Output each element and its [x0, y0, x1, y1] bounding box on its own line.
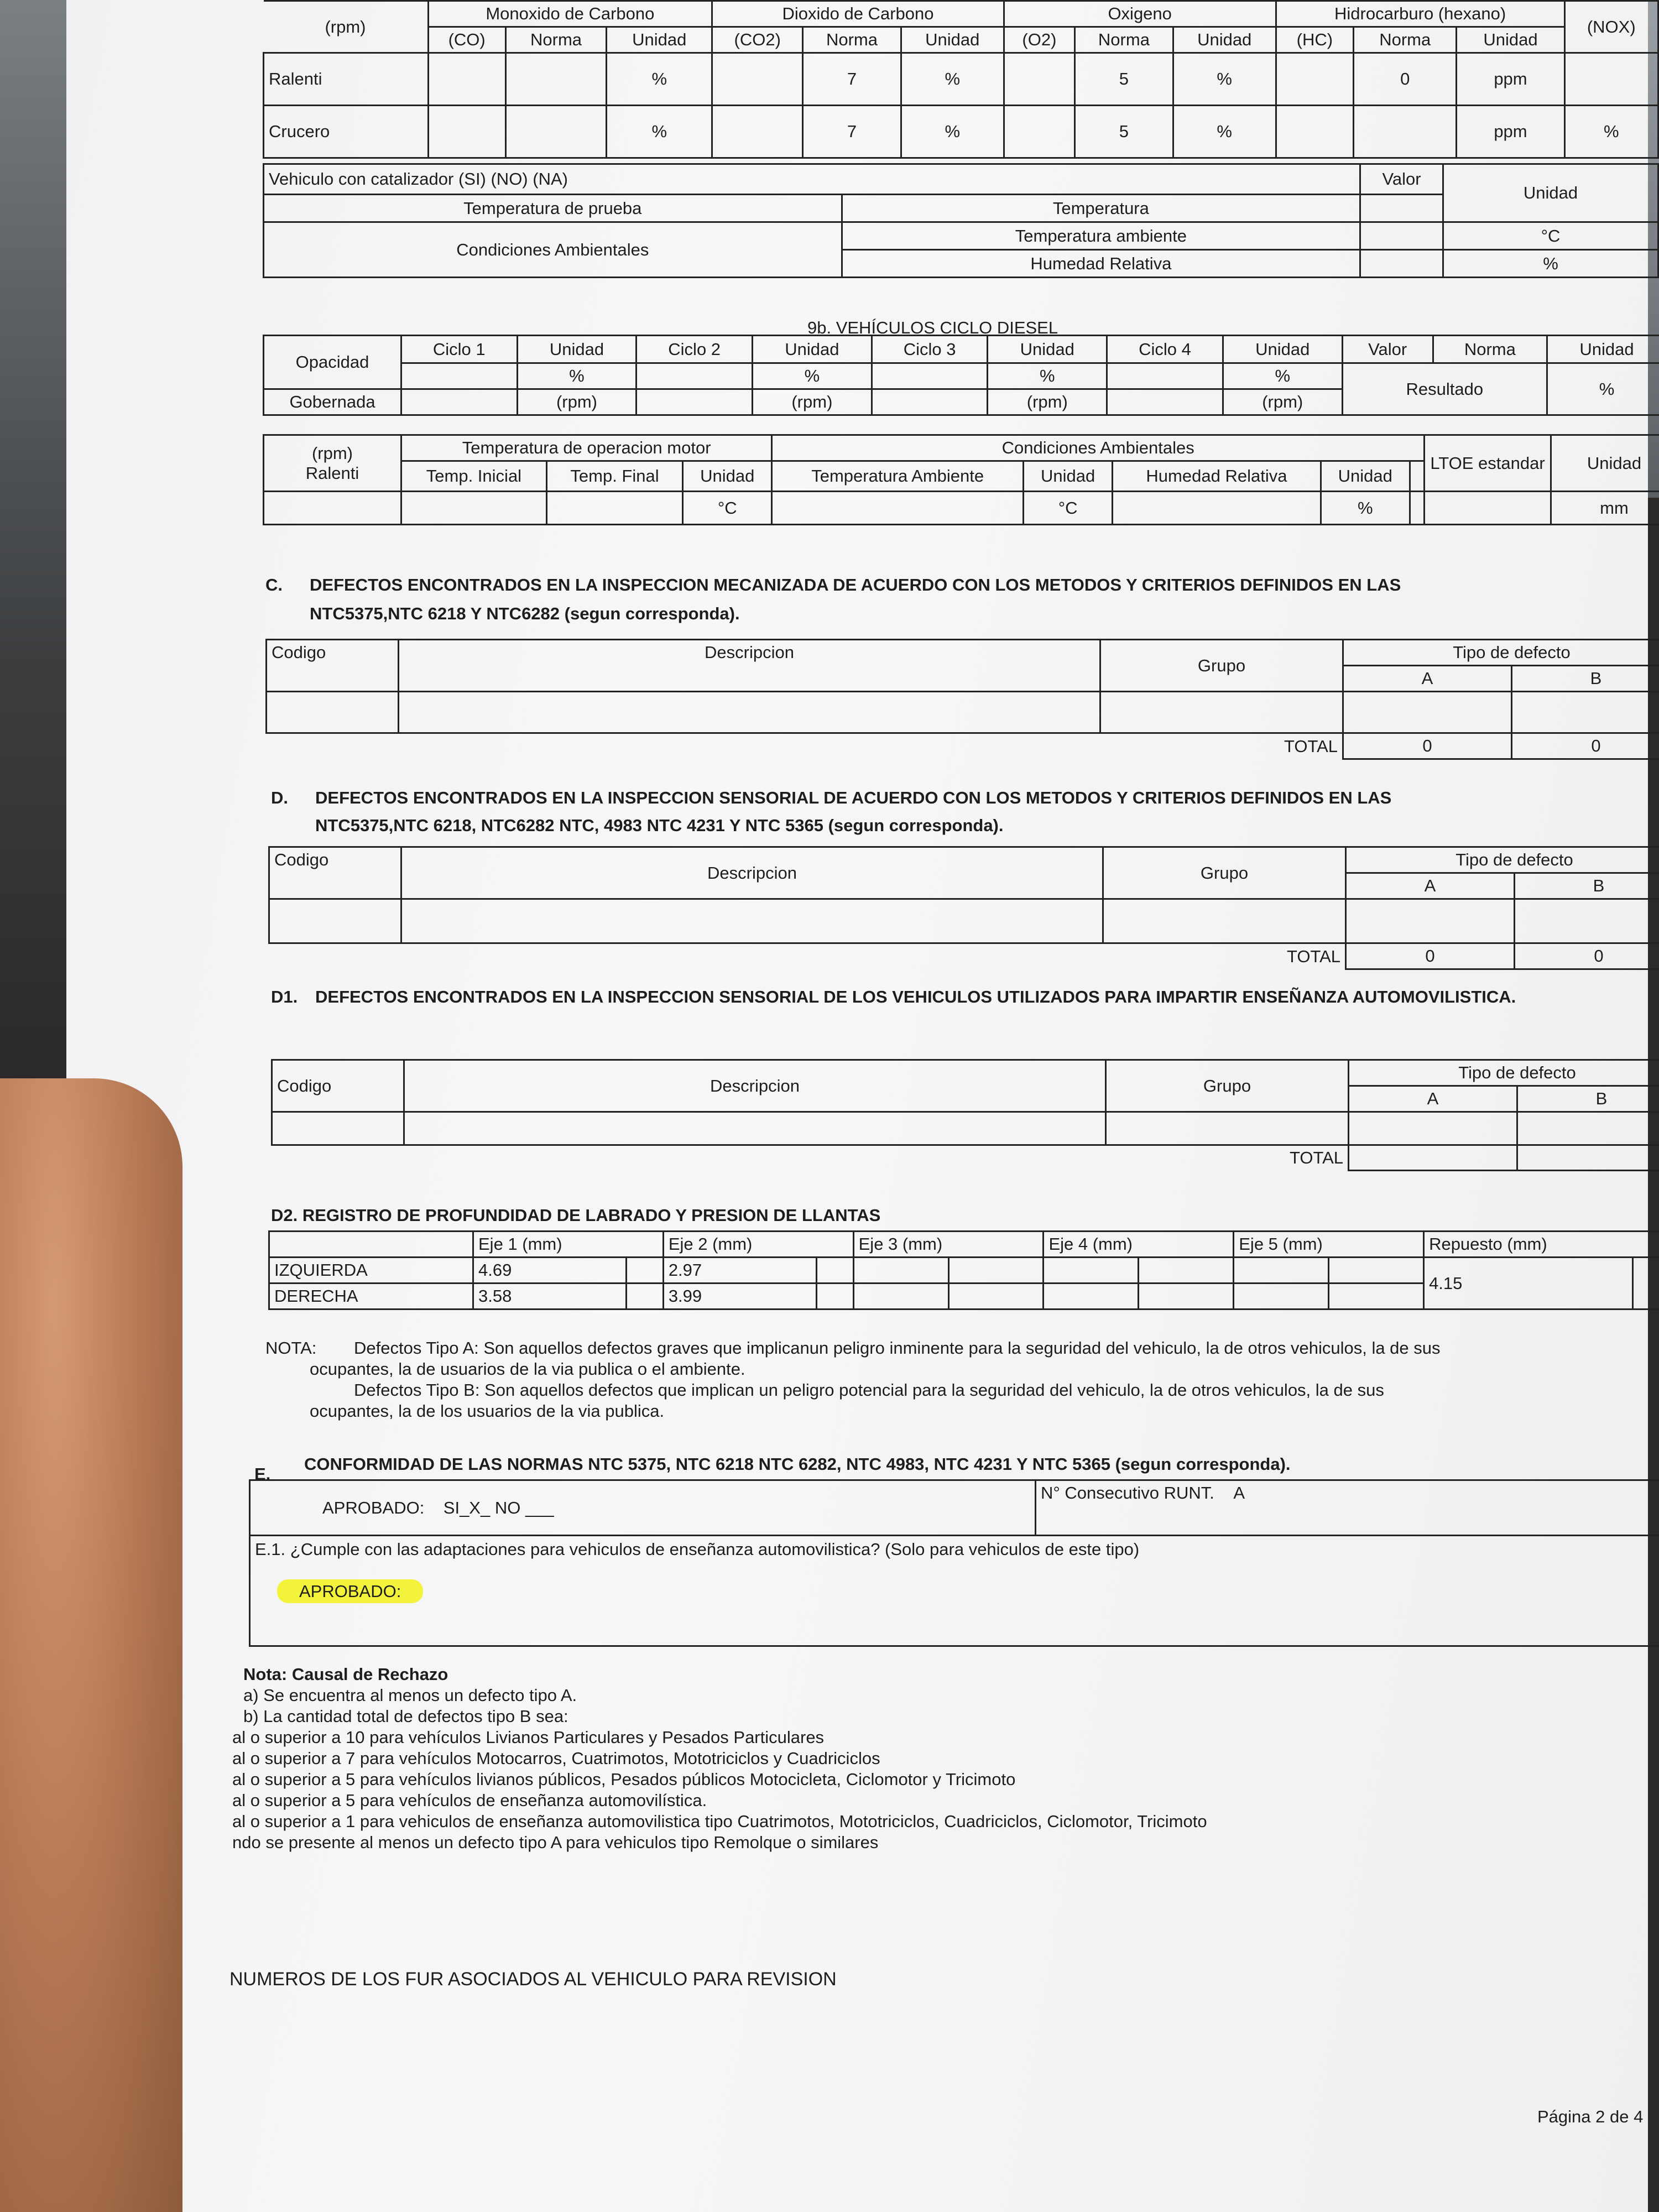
ciclo1-pct: %: [517, 363, 637, 389]
aprobado-si-no: SI_X_ NO ___: [443, 1498, 554, 1517]
sec-d2-title: D2. REGISTRO DE PROFUNDIDAD DE LABRADO Y PRESION DE LLANTAS: [271, 1206, 881, 1225]
ralenti-label: Ralenti: [264, 53, 429, 106]
diesel-unidad: Unidad: [1547, 336, 1659, 363]
ralenti-diesel-label: Ralenti: [305, 463, 359, 483]
diesel-temp-table: [263, 434, 1659, 525]
ciclo3: Ciclo 3: [872, 336, 988, 363]
e1-question: E.1. ¿Cumple con las adaptaciones para vehiculos de enseñanza automovilistica? (Solo para vehiculos de este tipo): [255, 1540, 1140, 1559]
hum-unidad: Unidad: [1321, 461, 1410, 492]
o2-ralenti-norma: 5: [1075, 53, 1173, 106]
o2-crucero-norma: 5: [1075, 106, 1173, 158]
c-tipo: Tipo de defecto: [1343, 640, 1659, 666]
humedad-unit: %: [1443, 250, 1658, 278]
co2-crucero-norma: 7: [803, 106, 901, 158]
diesel-title: 9b. VEHÍCULOS CICLO DIESEL: [807, 318, 1058, 337]
c-descripcion: Descripcion: [399, 640, 1100, 692]
c-total-a: 0: [1343, 733, 1512, 759]
causal-l6: al o superior a 5 para vehículos de enseñanza automovilística.: [232, 1791, 707, 1810]
catalizador-label: Vehiculo con catalizador (SI) (NO) (NA): [264, 164, 1360, 195]
hum-rel: Humedad Relativa: [1113, 461, 1321, 492]
nota-b2: ocupantes, la de los usuarios de la via publica.: [310, 1401, 665, 1421]
co2-ralenti-norma: 7: [803, 53, 901, 106]
causal-l4: al o superior a 7 para vehículos Motocarros, Cuatrimotos, Mototriciclos y Cuadriciclos: [232, 1749, 880, 1768]
o2-crucero-unit: %: [1173, 106, 1276, 158]
o2-label: (O2): [1004, 27, 1074, 53]
ciclo2-rpm: (rpm): [752, 389, 872, 415]
d1-a: A: [1349, 1086, 1517, 1112]
hc-header: Hidrocarburo (hexano): [1276, 1, 1564, 27]
nota-a1: Defectos Tipo A: Son aquellos defectos graves que implicanun peligro inminente para la seguridad del vehiculo, la de otros vehiculos, la de sus: [354, 1338, 1441, 1358]
repuesto-header: Repuesto (mm): [1424, 1232, 1659, 1258]
o2-header: Oxigeno: [1004, 1, 1276, 27]
defectos-mecanizada-table: [265, 639, 1659, 760]
c-codigo: Codigo: [267, 640, 399, 692]
ciclo4-pct: %: [1223, 363, 1342, 389]
ciclo1-unidad: Unidad: [517, 336, 637, 363]
d-a: A: [1346, 873, 1515, 899]
temp-fin: Temp. Final: [546, 461, 682, 492]
ciclo1-rpm: (rpm): [517, 389, 637, 415]
ciclo3-unidad: Unidad: [988, 336, 1107, 363]
o2-ralenti-unit: %: [1173, 53, 1276, 106]
opacidad-label: Opacidad: [264, 336, 401, 389]
sec-d-letter: D.: [271, 788, 288, 807]
temp-amb-unidad: Unidad: [1024, 461, 1113, 492]
ciclo4: Ciclo 4: [1107, 336, 1223, 363]
unidad-label: Unidad: [1443, 164, 1658, 222]
sec-c-title2: NTC5375,NTC 6218 Y NTC6282 (segun corresponda).: [310, 604, 740, 623]
sec-c-title: DEFECTOS ENCONTRADOS EN LA INSPECCION MECANIZADA DE ACUERDO CON LOS METODOS Y CRITERIOS DEFINIDOS EN LAS: [310, 575, 1401, 594]
causal-l1: a) Se encuentra al menos un defecto tipo A.: [243, 1686, 577, 1705]
diesel-table: [263, 335, 1659, 416]
runt-label: N° Consecutivo RUNT.: [1041, 1483, 1214, 1503]
document-page: [66, 0, 1648, 2212]
ciclo4-unidad: Unidad: [1223, 336, 1342, 363]
hc-crucero-unit: ppm: [1457, 106, 1564, 158]
hc-norma: Norma: [1354, 27, 1457, 53]
ciclo3-pct: %: [988, 363, 1107, 389]
hc-ralenti-norma: 0: [1354, 53, 1457, 106]
resultado-pct: %: [1547, 363, 1659, 415]
ltoe-mm: mm: [1551, 492, 1659, 525]
c-grupo: Grupo: [1100, 640, 1343, 692]
eje2-header: Eje 2 (mm): [663, 1232, 853, 1258]
ciclo2-unidad: Unidad: [752, 336, 872, 363]
co2-header: Dioxido de Carbono: [712, 1, 1004, 27]
temp-ini: Temp. Inicial: [401, 461, 547, 492]
crucero-label: Crucero: [264, 106, 429, 158]
causal-l8: ndo se presente al menos un defecto tipo A para vehiculos tipo Remolque o similares: [232, 1833, 879, 1852]
d-total-b: 0: [1515, 943, 1659, 969]
temp-amb-unit: °C: [1443, 222, 1658, 250]
repuesto-value: 4.15: [1424, 1258, 1633, 1310]
izq-eje2: 2.97: [663, 1258, 816, 1284]
aprobado-label: APROBADO:: [322, 1498, 425, 1517]
causal-title: Nota: Causal de Rechazo: [243, 1665, 448, 1684]
ciclo4-rpm: (rpm): [1223, 389, 1342, 415]
ciclo2-pct: %: [752, 363, 872, 389]
co-header: Monoxido de Carbono: [428, 1, 712, 27]
runt-value: A: [1233, 1483, 1245, 1503]
nota-label: NOTA:: [265, 1338, 317, 1358]
temp-prueba-label: Temperatura de prueba: [264, 195, 842, 222]
temp-degc: °C: [683, 492, 772, 525]
d1-total: TOTAL: [272, 1145, 1349, 1171]
defectos-ensenanza-table: [271, 1059, 1659, 1171]
c-a: A: [1343, 666, 1512, 692]
diesel-cond-amb: Condiciones Ambientales: [772, 435, 1425, 461]
causal-l7: al o superior a 1 para vehiculos de enseñanza automovilistica tipo Cuatrimotos, Mototriciclos, Cuadriciclos, Ciclomotor, Tricimoto: [232, 1812, 1207, 1831]
eje3-header: Eje 3 (mm): [853, 1232, 1044, 1258]
d-grupo: Grupo: [1103, 847, 1346, 899]
temp-amb-label: Temperatura ambiente: [842, 222, 1360, 250]
sec-d-title: DEFECTOS ENCONTRADOS EN LA INSPECCION SENSORIAL DE ACUERDO CON LOS METODOS Y CRITERIOS DEFINIDOS EN LAS: [315, 788, 1392, 807]
hc-ralenti-unit: ppm: [1457, 53, 1564, 106]
co-unidad: Unidad: [607, 27, 712, 53]
d-tipo: Tipo de defecto: [1346, 847, 1659, 873]
amb-degc: °C: [1024, 492, 1113, 525]
eje1-header: Eje 1 (mm): [473, 1232, 664, 1258]
co2-label: (CO2): [712, 27, 803, 53]
temp-op-label: Temperatura de operacion motor: [401, 435, 772, 461]
d-codigo: Codigo: [269, 847, 401, 899]
resultado-label: Resultado: [1342, 363, 1547, 415]
valor-label: Valor: [1360, 164, 1443, 195]
humedad-label: Humedad Relativa: [842, 250, 1360, 278]
fur-title: NUMEROS DE LOS FUR ASOCIADOS AL VEHICULO PARA REVISION: [229, 1969, 837, 1990]
gobernada-label: Gobernada: [264, 389, 401, 415]
co2-crucero-unit: %: [901, 106, 1004, 158]
diesel-valor: Valor: [1342, 336, 1433, 363]
co-crucero-unit: %: [607, 106, 712, 158]
nota-a2: ocupantes, la de usuarios de la via publica o el ambiente.: [310, 1359, 745, 1379]
d-descripcion: Descripcion: [401, 847, 1103, 899]
sec-e-title: CONFORMIDAD DE LAS NORMAS NTC 5375, NTC 6218 NTC 6282, NTC 4983, NTC 4231 Y NTC 5365 (segun corresponda).: [304, 1454, 1291, 1474]
diesel-norma: Norma: [1433, 336, 1547, 363]
d1-b: B: [1517, 1086, 1659, 1112]
ltoe-label: LTOE estandar: [1425, 435, 1551, 492]
eje5-header: Eje 5 (mm): [1234, 1232, 1424, 1258]
sec-d1-letter: D1.: [271, 987, 298, 1006]
ciclo3-rpm: (rpm): [988, 389, 1107, 415]
d1-tipo: Tipo de defecto: [1349, 1060, 1659, 1086]
o2-unidad: Unidad: [1173, 27, 1276, 53]
co2-unidad: Unidad: [901, 27, 1004, 53]
sec-d1-title: DEFECTOS ENCONTRADOS EN LA INSPECCION SENSORIAL DE LOS VEHICULOS UTILIZADOS PARA IMPARTIR ENSEÑANZA AUTOMOVILISTICA.: [315, 987, 1516, 1006]
izquierda-label: IZQUIERDA: [269, 1258, 473, 1284]
temp-amb: Temperatura Ambiente: [772, 461, 1024, 492]
eje4-header: Eje 4 (mm): [1044, 1232, 1234, 1258]
izq-eje1: 4.69: [473, 1258, 627, 1284]
e1-aprobado: APROBADO:: [277, 1579, 423, 1603]
d-b: B: [1515, 873, 1659, 899]
defectos-sensorial-table: [268, 846, 1659, 970]
co-norma: Norma: [505, 27, 606, 53]
rpm-header: (rpm): [264, 1, 429, 53]
c-total: TOTAL: [267, 733, 1343, 759]
catalizador-table: [263, 163, 1659, 278]
gas-emissions-table: [263, 0, 1659, 159]
co-ralenti-unit: %: [607, 53, 712, 106]
causal-l3: al o superior a 10 para vehículos Livianos Particulares y Pesados Particulares: [232, 1728, 825, 1747]
der-eje2: 3.99: [663, 1284, 816, 1310]
d1-grupo: Grupo: [1106, 1060, 1349, 1112]
cond-amb-label: Condiciones Ambientales: [264, 222, 842, 278]
der-eje1: 3.58: [473, 1284, 627, 1310]
co-label: (CO): [428, 27, 505, 53]
c-total-b: 0: [1512, 733, 1659, 759]
hc-unidad: Unidad: [1457, 27, 1564, 53]
llantas-table: [268, 1230, 1659, 1310]
d1-descripcion: Descripcion: [404, 1060, 1106, 1112]
hc-label: (HC): [1276, 27, 1353, 53]
causal-l2: b) La cantidad total de defectos tipo B sea:: [243, 1707, 568, 1726]
d-total-a: 0: [1346, 943, 1515, 969]
ltoe-unidad: Unidad: [1551, 435, 1659, 492]
co2-norma: Norma: [803, 27, 901, 53]
hum-pct: %: [1321, 492, 1410, 525]
derecha-label: DERECHA: [269, 1284, 473, 1310]
temperatura-label: Temperatura: [842, 195, 1360, 222]
sec-e-letter: E.: [254, 1464, 271, 1484]
ralenti-rpm: (rpm): [311, 443, 353, 463]
co2-ralenti-unit: %: [901, 53, 1004, 106]
temp-unidad: Unidad: [683, 461, 772, 492]
causal-l5: al o superior a 5 para vehículos livianos públicos, Pesados públicos Motocicleta, Ciclomotor y Tricimoto: [232, 1770, 1016, 1789]
ciclo2: Ciclo 2: [637, 336, 753, 363]
o2-norma: Norma: [1075, 27, 1173, 53]
c-b: B: [1512, 666, 1659, 692]
conformidad-table: [249, 1479, 1659, 1647]
d1-codigo: Codigo: [272, 1060, 404, 1112]
thumb: [0, 1078, 182, 2212]
d-total: TOTAL: [269, 943, 1346, 969]
sec-c-letter: C.: [265, 575, 283, 594]
nox-header: (NOX): [1564, 1, 1658, 53]
nota-b1: Defectos Tipo B: Son aquellos defectos que implican un peligro potencial para la seguridad del vehiculo, la de otros vehiculos, la de sus: [354, 1380, 1384, 1400]
page-number: Página 2 de 4: [1537, 2107, 1644, 2126]
sec-d-title2: NTC5375,NTC 6218, NTC6282 NTC, 4983 NTC 4231 Y NTC 5365 (segun corresponda).: [315, 816, 1004, 835]
ciclo1: Ciclo 1: [401, 336, 518, 363]
nox-crucero-unit: %: [1564, 106, 1658, 158]
